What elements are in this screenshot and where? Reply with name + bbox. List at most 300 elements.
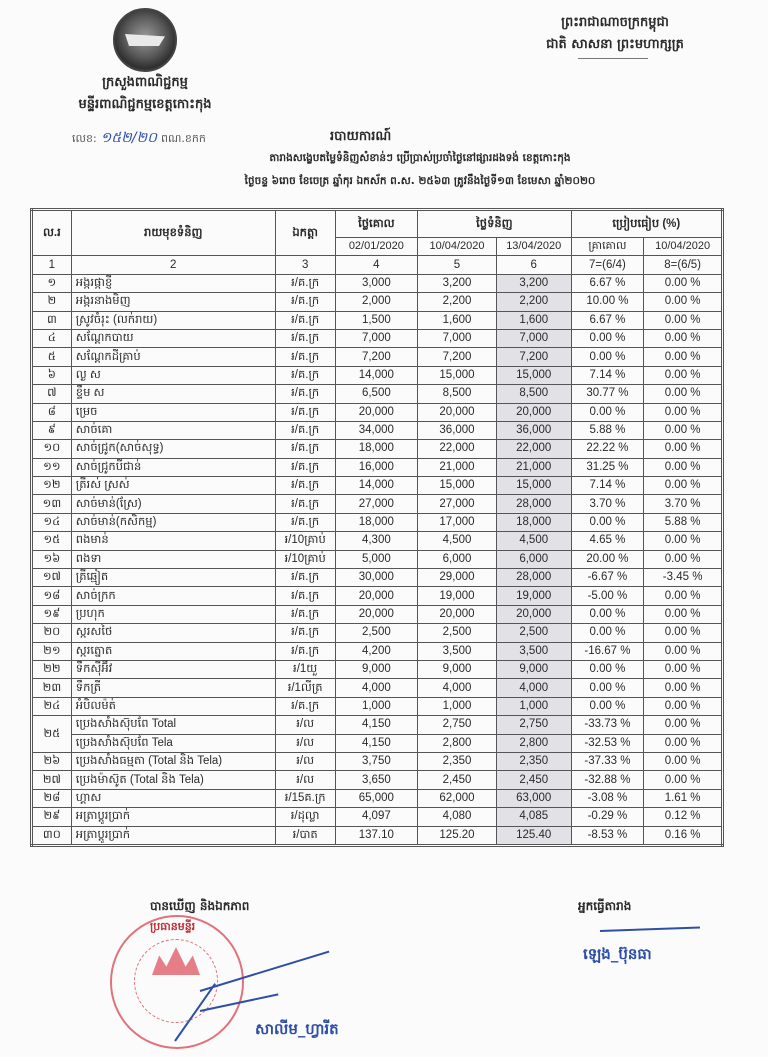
row-number: ១៤: [32, 513, 72, 531]
previous-price: 9,000: [418, 660, 497, 678]
current-price: 9,000: [496, 660, 571, 678]
base-price: 65,000: [335, 789, 418, 807]
change-vs-previous: 0.00 %: [644, 624, 723, 642]
item-name: អំបិលម៉ត់: [71, 697, 275, 715]
row-number: ៤: [32, 329, 72, 347]
base-price: 4,150: [335, 734, 418, 752]
previous-price: 29,000: [418, 569, 497, 587]
current-price: 3,200: [496, 274, 571, 292]
change-vs-previous: 0.00 %: [644, 642, 723, 660]
change-vs-previous: 0.00 %: [644, 752, 723, 770]
change-vs-base: 0.00 %: [571, 513, 644, 531]
table-row: [32, 458, 723, 476]
row-number: ២៣: [32, 679, 72, 697]
item-name: សាច់ក្រក: [71, 587, 275, 605]
base-price: 4,000: [335, 679, 418, 697]
previous-price: 3,500: [418, 642, 497, 660]
base-price: 14,000: [335, 477, 418, 495]
current-price: 4,500: [496, 532, 571, 550]
item-unit: ៛/គ.ក្រ: [275, 477, 335, 495]
change-vs-base: 3.70 %: [571, 495, 644, 513]
row-number: ១៦: [32, 550, 72, 568]
item-unit: ៛/10គ្រាប់: [275, 532, 335, 550]
previous-price: 15,000: [418, 366, 497, 384]
row-number: ១៩: [32, 605, 72, 623]
previous-price: 19,000: [418, 587, 497, 605]
item-name: ទឹកស៊ីអ៊ីវ: [71, 660, 275, 678]
change-vs-previous: 0.00 %: [644, 366, 723, 384]
header-cmp-base: គ្រាគោល: [571, 238, 644, 256]
change-vs-previous: 0.00 %: [644, 587, 723, 605]
item-unit: ៛/15គ.ក្រ: [275, 789, 335, 807]
base-price: 1,500: [335, 311, 418, 329]
item-unit: ៛/គ.ក្រ: [275, 605, 335, 623]
header-no: ល.រ: [32, 210, 72, 256]
item-name: សណ្តែកដីគ្រាប់: [71, 348, 275, 366]
previous-price: 125.20: [418, 826, 497, 845]
item-unit: ៛/គ.ក្រ: [275, 403, 335, 421]
change-vs-previous: 0.00 %: [644, 679, 723, 697]
base-price: 2,500: [335, 624, 418, 642]
item-name: អង្ករនាងមិញ: [71, 293, 275, 311]
item-unit: ៛/ល: [275, 752, 335, 770]
change-vs-base: 0.00 %: [571, 605, 644, 623]
current-price: 4,085: [496, 808, 571, 826]
table-row: [32, 569, 723, 587]
previous-price: 21,000: [418, 458, 497, 476]
table-row: [32, 329, 723, 347]
base-price: 4,097: [335, 808, 418, 826]
change-vs-base: -16.67 %: [571, 642, 644, 660]
change-vs-base: 0.00 %: [571, 697, 644, 715]
current-price: 28,000: [496, 569, 571, 587]
header-item: រាយមុខទំនិញ: [71, 210, 275, 256]
current-price: 28,000: [496, 495, 571, 513]
change-vs-base: 6.67 %: [571, 274, 644, 292]
current-price: 7,200: [496, 348, 571, 366]
previous-price: 7,200: [418, 348, 497, 366]
change-vs-base: 0.00 %: [571, 403, 644, 421]
previous-price: 4,500: [418, 532, 497, 550]
change-vs-base: 10.00 %: [571, 293, 644, 311]
table-row: [32, 771, 723, 789]
table-row: [32, 642, 723, 660]
item-unit: ៛/គ.ក្រ: [275, 421, 335, 439]
index-cell: 6: [496, 256, 571, 274]
previous-price: 2,350: [418, 752, 497, 770]
item-name: ត្រីឆ្មៀត: [71, 569, 275, 587]
current-price: 8,500: [496, 385, 571, 403]
base-price: 7,000: [335, 329, 418, 347]
document-title: របាយការណ៍: [330, 129, 392, 144]
previous-price: 36,000: [418, 421, 497, 439]
item-name: ប្រេងម៉ាស៊ូត (Total និង Tela): [71, 771, 275, 789]
change-vs-previous: 0.00 %: [644, 329, 723, 347]
index-cell: 8=(6/5): [644, 256, 723, 274]
base-price: 27,000: [335, 495, 418, 513]
table-row: [32, 403, 723, 421]
item-name: សាច់ជ្រូក(សាច់សុទ្ធ): [71, 440, 275, 458]
item-name: សាច់ជ្រូកបីជាន់: [71, 458, 275, 476]
item-unit: ៛/បាត: [275, 826, 335, 845]
ref-prefix: លេខ:: [72, 132, 97, 145]
row-number: ១៣: [32, 495, 72, 513]
row-number: ១៥: [32, 532, 72, 550]
item-name: ស្រូវចំរុះ (លក់រាយ): [71, 311, 275, 329]
current-price: 1,000: [496, 697, 571, 715]
item-name: ប្រហុក: [71, 605, 275, 623]
director-name: សាលីម_ហ្វារីត: [255, 1020, 339, 1038]
header-compare: ប្រៀបធៀប (%): [571, 210, 722, 238]
current-price: 15,000: [496, 366, 571, 384]
kingdom-motto: ជាតិ សាសនា ព្រះមហាក្សត្រ: [546, 37, 684, 52]
current-price: 20,000: [496, 605, 571, 623]
item-unit: ៛/ល: [275, 771, 335, 789]
current-price: 3,500: [496, 642, 571, 660]
item-name: ទឹកត្រី: [71, 679, 275, 697]
current-price: 6,000: [496, 550, 571, 568]
item-name: សាច់គោ: [71, 421, 275, 439]
item-name: ស្ករត្នោត: [71, 642, 275, 660]
index-cell: 7=(6/4): [571, 256, 644, 274]
row-number: ២៨: [32, 789, 72, 807]
base-price: 1,000: [335, 697, 418, 715]
row-number: ៨: [32, 403, 72, 421]
previous-price: 27,000: [418, 495, 497, 513]
base-price: 5,000: [335, 550, 418, 568]
item-unit: ៛/គ.ក្រ: [275, 293, 335, 311]
table-row: [32, 587, 723, 605]
change-vs-base: 0.00 %: [571, 348, 644, 366]
table-row: [32, 716, 723, 734]
signature-stroke: [600, 927, 700, 932]
item-name: ខ្ទឹម ស: [71, 385, 275, 403]
previous-price: 2,200: [418, 293, 497, 311]
change-vs-previous: -3.45 %: [644, 569, 723, 587]
base-price: 9,000: [335, 660, 418, 678]
change-vs-base: 4.65 %: [571, 532, 644, 550]
document-date: ថ្ងៃចន្ទ ៦រោច ខែចេត្រ ឆ្នាំកុរ ឯកស័ក ព.ស. ២៥៦៣ ត្រូវនឹងថ្ងៃទី១៣ ខែមេសា ឆ្នាំ២០២០: [244, 175, 596, 187]
header-unit: ឯកត្តា: [275, 210, 335, 256]
current-price: 22,000: [496, 440, 571, 458]
base-price: 14,000: [335, 366, 418, 384]
change-vs-previous: 0.00 %: [644, 550, 723, 568]
change-vs-base: -0.29 %: [571, 808, 644, 826]
item-name: សាច់មាន់(ស្រែ): [71, 495, 275, 513]
base-price: 18,000: [335, 440, 418, 458]
row-number: ១៨: [32, 587, 72, 605]
change-vs-base: 0.00 %: [571, 624, 644, 642]
change-vs-previous: 0.00 %: [644, 348, 723, 366]
table-row: [32, 274, 723, 292]
change-vs-previous: 0.00 %: [644, 605, 723, 623]
item-unit: ៛/ដុល្លា: [275, 808, 335, 826]
change-vs-base: 7.14 %: [571, 477, 644, 495]
change-vs-previous: 0.00 %: [644, 734, 723, 752]
row-number: ២១: [32, 642, 72, 660]
table-row: [32, 660, 723, 678]
item-name: ប្រេងសាំងធម្មតា (Total និង Tela): [71, 752, 275, 770]
change-vs-previous: 1.61 %: [644, 789, 723, 807]
current-price: 1,600: [496, 311, 571, 329]
change-vs-base: -8.53 %: [571, 826, 644, 845]
base-price: 7,200: [335, 348, 418, 366]
base-price: 3,750: [335, 752, 418, 770]
previous-price: 2,500: [418, 624, 497, 642]
base-price: 3,650: [335, 771, 418, 789]
current-price: 21,000: [496, 458, 571, 476]
current-price: 18,000: [496, 513, 571, 531]
change-vs-previous: 0.00 %: [644, 532, 723, 550]
current-price: 2,800: [496, 734, 571, 752]
header-cmp-prev: 10/04/2020: [644, 238, 723, 256]
row-number: ១: [32, 274, 72, 292]
previous-price: 3,200: [418, 274, 497, 292]
change-vs-base: 6.67 %: [571, 311, 644, 329]
change-vs-previous: 5.88 %: [644, 513, 723, 531]
change-vs-base: 0.00 %: [571, 679, 644, 697]
current-price: 36,000: [496, 421, 571, 439]
item-unit: ៛/គ.ក្រ: [275, 385, 335, 403]
table-row: [32, 532, 723, 550]
row-number: ១២: [32, 477, 72, 495]
item-unit: ៛/គ.ក្រ: [275, 440, 335, 458]
item-unit: ៛/គ.ក្រ: [275, 329, 335, 347]
previous-price: 6,000: [418, 550, 497, 568]
change-vs-previous: 0.00 %: [644, 716, 723, 734]
table-row: [32, 477, 723, 495]
table-row: [32, 385, 723, 403]
index-cell: 2: [71, 256, 275, 274]
base-price: 4,300: [335, 532, 418, 550]
change-vs-base: 31.25 %: [571, 458, 644, 476]
base-price: 16,000: [335, 458, 418, 476]
item-unit: ៛/គ.ក្រ: [275, 569, 335, 587]
row-number: ២០: [32, 624, 72, 642]
table-row: [32, 826, 723, 845]
current-price: 2,750: [496, 716, 571, 734]
index-cell: 4: [335, 256, 418, 274]
change-vs-base: 5.88 %: [571, 421, 644, 439]
price-table: [30, 208, 724, 847]
item-unit: ៛/គ.ក្រ: [275, 513, 335, 531]
ref-handwritten: ១៥២/២០: [100, 130, 157, 146]
current-price: 20,000: [496, 403, 571, 421]
row-number: ៩: [32, 421, 72, 439]
table-row: [32, 440, 723, 458]
column-index-row: [32, 256, 723, 274]
item-name: ត្រីរស់ ស្រស់: [71, 477, 275, 495]
item-unit: ៛/គ.ក្រ: [275, 348, 335, 366]
table-row: [32, 293, 723, 311]
table-row: [32, 348, 723, 366]
base-price: 137.10: [335, 826, 418, 845]
row-number: ២៧: [32, 771, 72, 789]
table-row: [32, 513, 723, 531]
change-vs-base: -32.88 %: [571, 771, 644, 789]
item-name: ម្រេច: [71, 403, 275, 421]
item-unit: ៛/10គ្រាប់: [275, 550, 335, 568]
row-number: ២២: [32, 660, 72, 678]
table-row: [32, 697, 723, 715]
change-vs-base: 7.14 %: [571, 366, 644, 384]
change-vs-base: -6.67 %: [571, 569, 644, 587]
change-vs-base: -33.73 %: [571, 716, 644, 734]
item-unit: ៛/គ.ក្រ: [275, 274, 335, 292]
previous-price: 4,000: [418, 679, 497, 697]
table-row: [32, 624, 723, 642]
item-name: អត្រាប្តូរប្រាក់: [71, 826, 275, 845]
base-price: 20,000: [335, 587, 418, 605]
change-vs-previous: 0.00 %: [644, 403, 723, 421]
item-unit: ៛/គ.ក្រ: [275, 311, 335, 329]
index-cell: 5: [418, 256, 497, 274]
current-price: 4,000: [496, 679, 571, 697]
previous-price: 1,600: [418, 311, 497, 329]
item-unit: ៛/គ.ក្រ: [275, 642, 335, 660]
current-price: 7,000: [496, 329, 571, 347]
item-name: អង្ករផ្កាខ្ញី: [71, 274, 275, 292]
row-number: ២៦: [32, 752, 72, 770]
index-cell: 1: [32, 256, 72, 274]
item-name: ស្ករសថៃ: [71, 624, 275, 642]
change-vs-previous: 0.00 %: [644, 697, 723, 715]
item-name: ប្រេងសាំងស៊ុបពែ Tela: [71, 734, 275, 752]
row-number: ២៩: [32, 808, 72, 826]
item-name: ប្រេងសាំងស៊ុបពែ Total: [71, 716, 275, 734]
item-unit: ៛/គ.ក្រ: [275, 458, 335, 476]
item-name: អត្រាប្តូរប្រាក់: [71, 808, 275, 826]
table-row: [32, 752, 723, 770]
change-vs-previous: 0.16 %: [644, 826, 723, 845]
header-date-base: 02/01/2020: [335, 238, 418, 256]
boat-icon: [125, 34, 165, 46]
current-price: 15,000: [496, 477, 571, 495]
row-number: ២៥: [32, 716, 72, 753]
table-row: [32, 605, 723, 623]
kingdom-title: ព្រះរាជាណាចក្រកម្ពុជា: [561, 15, 669, 30]
previous-price: 2,800: [418, 734, 497, 752]
row-number: ២៤: [32, 697, 72, 715]
change-vs-previous: 0.00 %: [644, 477, 723, 495]
base-price: 4,150: [335, 716, 418, 734]
item-unit: ៛/គ.ក្រ: [275, 697, 335, 715]
change-vs-previous: 0.00 %: [644, 421, 723, 439]
previous-price: 22,000: [418, 440, 497, 458]
base-price: 20,000: [335, 605, 418, 623]
base-price: 30,000: [335, 569, 418, 587]
table-row: [32, 421, 723, 439]
reference-number: [72, 128, 206, 149]
base-price: 2,000: [335, 293, 418, 311]
item-unit: ៛/គ.ក្រ: [275, 587, 335, 605]
base-price: 6,500: [335, 385, 418, 403]
change-vs-previous: 3.70 %: [644, 495, 723, 513]
previous-price: 15,000: [418, 477, 497, 495]
row-number: ៦: [32, 366, 72, 384]
index-cell: 3: [275, 256, 335, 274]
item-name: សាច់មាន់(កសិកម្ម): [71, 513, 275, 531]
ref-suffix: ពណ.ខកក: [160, 132, 206, 145]
item-name: ពងមាន់: [71, 532, 275, 550]
row-number: ១៧: [32, 569, 72, 587]
header-current-price: ថ្លៃទំនិញ: [418, 210, 571, 238]
change-vs-base: 22.22 %: [571, 440, 644, 458]
preparer-name: ឡេង_ប៊ុនធា: [583, 945, 652, 963]
previous-price: 20,000: [418, 605, 497, 623]
row-number: ៣: [32, 311, 72, 329]
item-unit: ៛/គ.ក្រ: [275, 366, 335, 384]
change-vs-base: 0.00 %: [571, 660, 644, 678]
current-price: 2,350: [496, 752, 571, 770]
item-unit: ៛/គ.ក្រ: [275, 495, 335, 513]
item-name: ល្ង ស: [71, 366, 275, 384]
change-vs-base: -3.08 %: [571, 789, 644, 807]
row-number: ៧: [32, 385, 72, 403]
change-vs-previous: 0.00 %: [644, 771, 723, 789]
change-vs-base: -32.53 %: [571, 734, 644, 752]
current-price: 2,500: [496, 624, 571, 642]
preparer-label: អ្នកធ្វើតារាង: [578, 899, 632, 913]
row-number: ៣០: [32, 826, 72, 845]
change-vs-base: 0.00 %: [571, 329, 644, 347]
approval-label: បានឃើញ និងឯកភាព: [150, 899, 250, 913]
previous-price: 8,500: [418, 385, 497, 403]
change-vs-previous: 0.00 %: [644, 660, 723, 678]
current-price: 125.40: [496, 826, 571, 845]
item-unit: ៛/1យួ: [275, 660, 335, 678]
item-unit: ៛/1លីត្រ: [275, 679, 335, 697]
table-row: [32, 679, 723, 697]
previous-price: 2,750: [418, 716, 497, 734]
current-price: 63,000: [496, 789, 571, 807]
item-unit: ៛/ល: [275, 716, 335, 734]
item-unit: ៛/គ.ក្រ: [275, 624, 335, 642]
row-number: ១១: [32, 458, 72, 476]
header-date-prev: 10/04/2020: [418, 238, 497, 256]
current-price: 2,450: [496, 771, 571, 789]
previous-price: 7,000: [418, 329, 497, 347]
table-row: [32, 495, 723, 513]
table-row: [32, 808, 723, 826]
base-price: 4,200: [335, 642, 418, 660]
item-unit: ៛/ល: [275, 734, 335, 752]
current-price: 19,000: [496, 587, 571, 605]
table-row: [32, 366, 723, 384]
ornament-divider: [578, 58, 648, 59]
base-price: 18,000: [335, 513, 418, 531]
previous-price: 1,000: [418, 697, 497, 715]
change-vs-base: 30.77 %: [571, 385, 644, 403]
previous-price: 17,000: [418, 513, 497, 531]
header-date-curr: 13/04/2020: [496, 238, 571, 256]
change-vs-previous: 0.00 %: [644, 293, 723, 311]
item-name: ពងទា: [71, 550, 275, 568]
table-row: [32, 311, 723, 329]
change-vs-previous: 0.00 %: [644, 274, 723, 292]
table-row: [32, 734, 723, 752]
ministry-name: ក្រសួងពាណិជ្ជកម្ម: [102, 75, 188, 90]
row-number: ១០: [32, 440, 72, 458]
change-vs-previous: 0.00 %: [644, 311, 723, 329]
header-base-price: ថ្លៃគោល: [335, 210, 418, 238]
ministry-logo: [113, 8, 177, 72]
previous-price: 62,000: [418, 789, 497, 807]
change-vs-previous: 0.00 %: [644, 385, 723, 403]
row-number: ៥: [32, 348, 72, 366]
change-vs-previous: 0.12 %: [644, 808, 723, 826]
document-subtitle: តារាងសង្ខេបតម្លៃទំនិញសំខាន់ៗ ប្រើប្រាស់ប្រចាំថ្ងៃនៅផ្សារដងទង់ ខេត្តកោះកុង: [269, 152, 571, 164]
